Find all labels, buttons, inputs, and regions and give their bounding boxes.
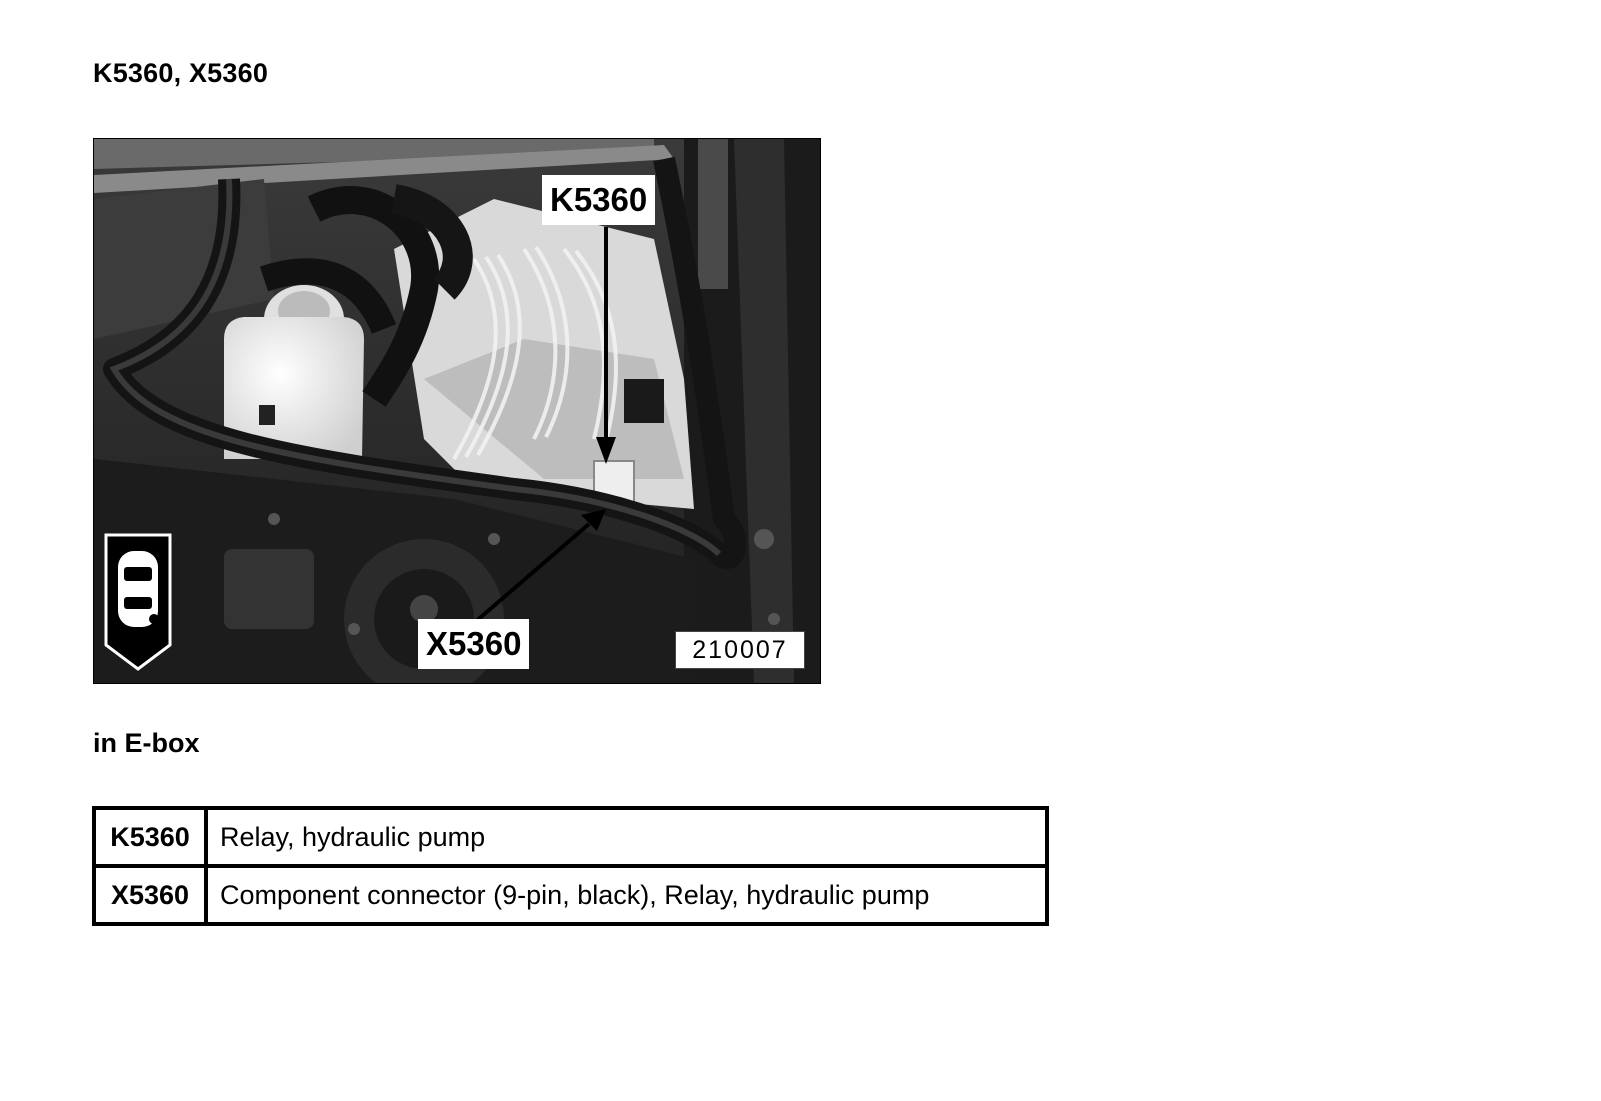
component-description: Component connector (9-pin, black), Relay, hydraulic pump bbox=[206, 866, 1047, 924]
callout-label-relay: K5360 bbox=[542, 175, 655, 225]
table-row bbox=[94, 808, 1047, 866]
component-code: X5360 bbox=[94, 866, 206, 924]
table-row bbox=[94, 866, 1047, 924]
engine-bay-photo bbox=[93, 138, 821, 684]
figure-number: 210007 bbox=[675, 631, 805, 669]
component-description: Relay, hydraulic pump bbox=[206, 808, 1047, 866]
page-title: K5360, X5360 bbox=[93, 58, 269, 88]
component-code: K5360 bbox=[94, 808, 206, 866]
car-top-view-icon bbox=[106, 535, 170, 669]
callout-label-connector: X5360 bbox=[418, 619, 529, 669]
location-heading: in E-box bbox=[93, 728, 200, 758]
component-table bbox=[92, 806, 1049, 926]
